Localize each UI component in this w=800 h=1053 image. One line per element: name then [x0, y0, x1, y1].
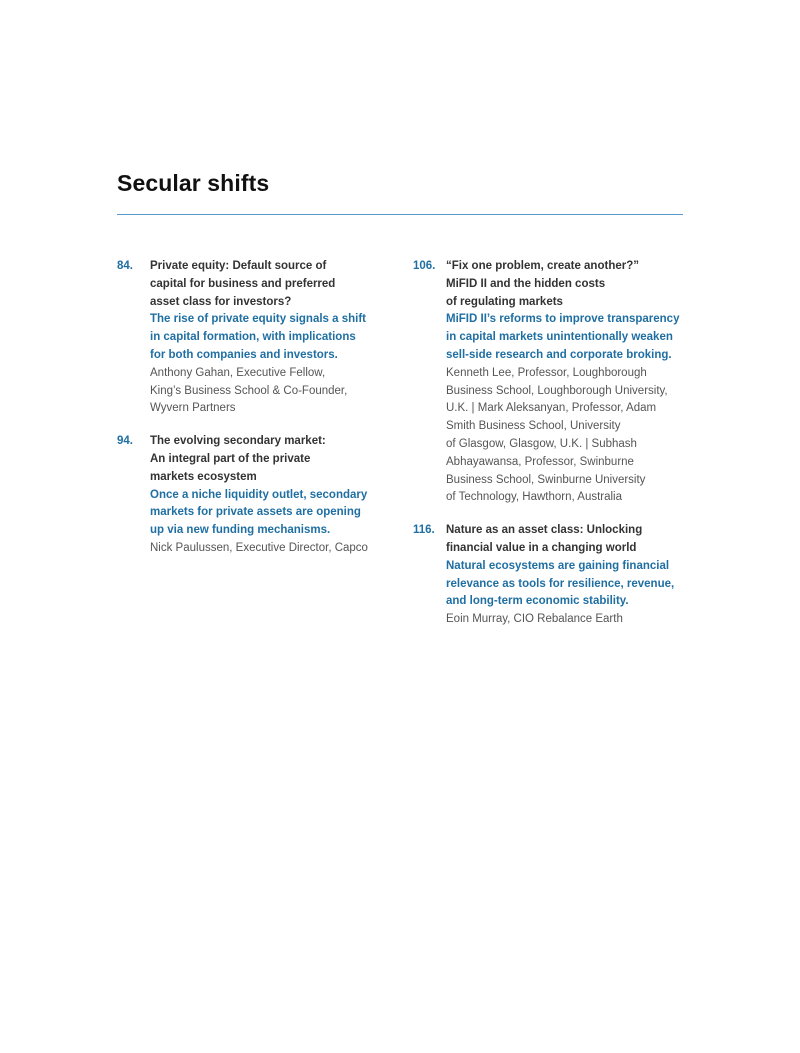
entry-author-line: Anthony Gahan, Executive Fellow, [150, 366, 326, 379]
entry-title-line: Nature as an asset class: Unlocking [446, 524, 643, 537]
entry-author-line: Eoin Murray, CIO Rebalance Earth [446, 613, 623, 626]
entry-body [150, 258, 387, 418]
entry-author-line: Wyvern Partners [150, 402, 236, 415]
left-column [117, 258, 387, 573]
toc-entry[interactable] [117, 258, 387, 418]
entry-author-line: of Technology, Hawthorn, Australia [446, 491, 623, 504]
entry-title-line: Private equity: Default source of [150, 260, 327, 272]
entry-title-line: “Fix one problem, create another?” [446, 260, 639, 272]
entry-summary-line: The rise of private equity signals a shift [150, 313, 367, 326]
entry-summary-line: up via new funding mechanisms. [150, 524, 331, 537]
entry-summary-line: for both companies and investors. [150, 348, 338, 361]
entry-summary-line: in capital formation, with implications [150, 331, 356, 344]
entry-page-number: 106. [413, 260, 436, 272]
entry-author-line: Abhayawansa, Professor, Swinburne [446, 455, 634, 468]
toc-entry[interactable] [413, 522, 693, 629]
entry-body [150, 433, 387, 558]
right-column [413, 258, 693, 644]
entry-page-number: 84. [117, 260, 133, 272]
entry-title-line: financial value in a changing world [446, 541, 637, 554]
entry-body [446, 258, 693, 507]
entry-summary-line: sell-side research and corporate broking. [446, 348, 672, 361]
entry-author-line: Kenneth Lee, Professor, Loughborough [446, 366, 647, 379]
entry-summary-line: Once a niche liquidity outlet, secondary [150, 488, 368, 501]
entry-page-number: 116. [413, 524, 435, 537]
entry-summary-line: relevance as tools for resilience, revenue, [446, 577, 675, 590]
entry-title-line: markets ecosystem [150, 470, 257, 483]
entry-title-line: An integral part of the private [150, 452, 311, 465]
page-title: Secular shifts [117, 170, 270, 196]
entry-summary-line: Natural ecosystems are gaining financial [446, 559, 670, 572]
entry-summary-line: MiFID II’s reforms to improve transparency [446, 313, 680, 326]
entry-page-number: 94. [117, 435, 133, 448]
title-divider [117, 214, 683, 215]
entry-title-line: of regulating markets [446, 295, 563, 308]
entry-author-line: Nick Paulussen, Executive Director, Capco [150, 541, 368, 554]
entry-author-line: Smith Business School, University [446, 420, 621, 433]
entry-author-line: Business School, Loughborough University, [446, 384, 668, 397]
entry-title-line: capital for business and preferred [150, 277, 336, 290]
entry-title-line: asset class for investors? [150, 295, 292, 308]
entry-title-line: MiFID II and the hidden costs [446, 277, 606, 290]
entry-summary-line: and long-term economic stability. [446, 595, 629, 608]
toc-entry[interactable] [413, 258, 693, 507]
toc-entry[interactable] [117, 433, 387, 558]
entry-summary-line: in capital markets unintentionally weaken [446, 331, 673, 344]
entry-title-line: The evolving secondary market: [150, 435, 326, 448]
entry-author-line: Business School, Swinburne University [446, 473, 646, 486]
entry-author-line: of Glasgow, Glasgow, U.K. | Subhash [446, 437, 637, 450]
entry-author-line: U.K. | Mark Aleksanyan, Professor, Adam [446, 402, 657, 415]
entry-author-line: King’s Business School & Co-Founder, [150, 384, 348, 397]
entry-body [446, 522, 693, 629]
entry-summary-line: markets for private assets are opening [150, 506, 361, 519]
